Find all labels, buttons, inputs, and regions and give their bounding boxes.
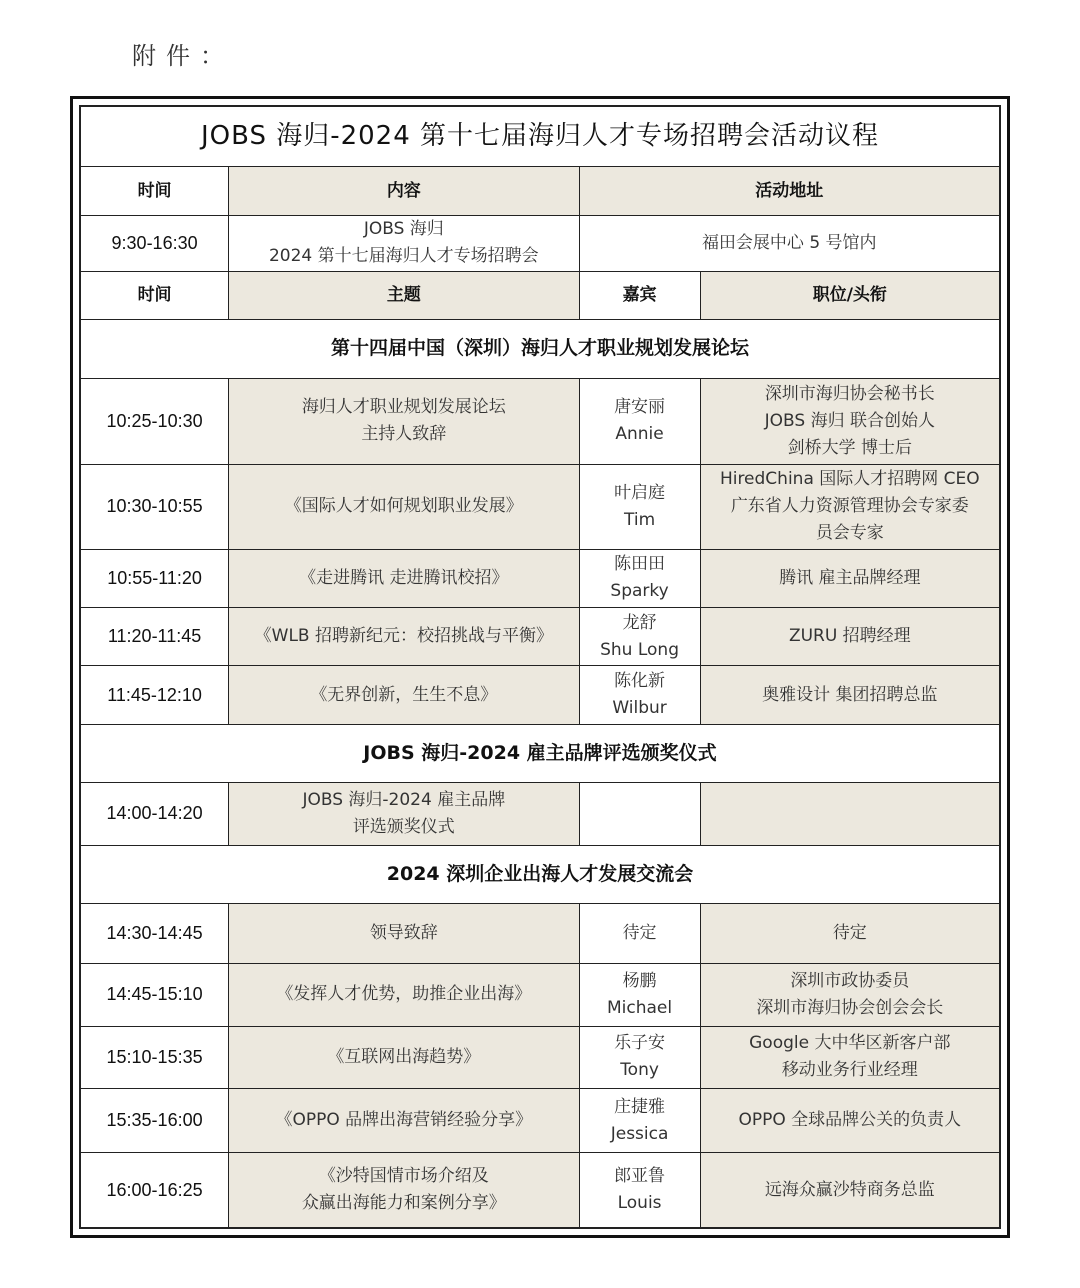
agenda-row (81, 903, 1000, 963)
row-guest (579, 1026, 700, 1088)
row-position (700, 378, 999, 465)
row-topic-line: 《互联网出海趋势》 (327, 1046, 481, 1067)
row-position-line: HiredChina 国际人才招聘网 CEO (719, 469, 980, 490)
section-title: 2024 深圳企业出海人才发展交流会 (81, 845, 1000, 903)
row-time: 10:55-11:20 (81, 549, 229, 607)
row-position-line: JOBS 海归 联合创始人 (764, 410, 935, 431)
row-guest (579, 465, 700, 550)
row-topic (229, 1026, 579, 1088)
row-position-line: 深圳市海归协会秘书长 (764, 383, 935, 404)
row-guest (579, 549, 700, 607)
header-address: 活动地址 (579, 167, 1000, 215)
attachment-label: 附件： (132, 42, 234, 70)
agenda-row (81, 608, 1000, 666)
row-position (700, 783, 999, 845)
row-topic-line: 《国际人才如何规划职业发展》 (284, 496, 523, 517)
header-topic: 主题 (229, 272, 579, 320)
row-guest-line: Jessica (610, 1123, 669, 1144)
event-content-line: 2024 第十七届海归人才专场招聘会 (268, 246, 539, 267)
row-guest-line: Michael (607, 997, 673, 1018)
row-time: 14:30-14:45 (81, 903, 229, 963)
row-topic-line: 《OPPO 品牌出海营销经验分享》 (275, 1110, 533, 1131)
agenda-row (81, 666, 1000, 724)
event-address: 福田会展中心 5 号馆内 (579, 215, 1000, 271)
row-position (700, 608, 999, 666)
event-content (229, 215, 579, 271)
row-topic-line: JOBS 海归-2024 雇主品牌 (302, 789, 506, 810)
row-position-line: 移动业务行业经理 (781, 1060, 918, 1081)
row-topic-line: 主持人致辞 (361, 424, 447, 445)
row-guest (579, 1153, 700, 1228)
row-guest-line: Tony (620, 1060, 659, 1081)
row-guest-line: 龙舒 (622, 612, 657, 633)
row-guest-line: Wilbur (612, 698, 667, 719)
header-content: 内容 (229, 167, 579, 215)
row-time: 10:30-10:55 (81, 465, 229, 550)
row-position-line: 腾讯 雇主品牌经理 (779, 567, 921, 588)
row-guest-line: Tim (623, 509, 656, 530)
row-position (700, 549, 999, 607)
row-topic-line: 领导致辞 (369, 923, 438, 944)
row-position (700, 1026, 999, 1088)
agenda-title: JOBS 海归-2024 第十七届海归人才专场招聘会活动议程 (81, 107, 1000, 167)
row-position (700, 964, 999, 1026)
row-position-line: 奥雅设计 集团招聘总监 (762, 684, 938, 705)
row-position-line: 远海众赢沙特商务总监 (764, 1179, 935, 1200)
row-guest (579, 608, 700, 666)
agenda-row (81, 783, 1000, 845)
row-guest (579, 666, 700, 724)
row-position-line: Google 大中华区新客户部 (749, 1033, 951, 1054)
row-guest (579, 903, 700, 963)
row-guest-line: 陈化新 (614, 671, 666, 692)
event-time: 9:30-16:30 (81, 215, 229, 271)
row-guest (579, 964, 700, 1026)
row-time: 14:45-15:10 (81, 964, 229, 1026)
agenda-row (81, 1026, 1000, 1088)
row-topic-line: 《无界创新，生生不息》 (310, 684, 498, 705)
row-topic-line: 《走进腾讯 走进腾讯校招》 (299, 567, 509, 588)
row-position (700, 903, 999, 963)
row-position-line: OPPO 全球品牌公关的负责人 (738, 1110, 962, 1131)
row-topic (229, 549, 579, 607)
agenda-frame (70, 96, 1010, 1238)
row-topic-line: 海归人才职业规划发展论坛 (301, 397, 506, 418)
row-guest-line: Annie (615, 424, 664, 445)
row-time: 16:00-16:25 (81, 1153, 229, 1228)
row-position (700, 1153, 999, 1228)
row-guest-line: 陈田田 (614, 554, 666, 575)
agenda-row (81, 1153, 1000, 1228)
row-position-line: 待定 (832, 923, 867, 944)
event-content-line: JOBS 海归 (363, 219, 444, 240)
row-position-line: 广东省人力资源管理协会专家委 (730, 496, 969, 517)
section-title: JOBS 海归-2024 雇主品牌评选颁奖仪式 (81, 724, 1000, 782)
row-time: 10:25-10:30 (81, 378, 229, 465)
row-guest-line: 唐安丽 (614, 397, 666, 418)
row-topic-line: 众赢出海能力和案例分享》 (301, 1193, 506, 1214)
row-topic (229, 378, 579, 465)
row-topic (229, 903, 579, 963)
row-topic-line: 《发挥人才优势，助推企业出海》 (276, 984, 532, 1005)
agenda-row (81, 549, 1000, 607)
header-time: 时间 (81, 272, 229, 320)
row-topic (229, 1153, 579, 1228)
row-guest-line: Sparky (610, 581, 669, 602)
row-topic (229, 964, 579, 1026)
row-guest (579, 1089, 700, 1153)
agenda-table (80, 106, 1000, 1228)
row-guest-line: 待定 (622, 923, 657, 944)
row-guest-line: 郎亚鲁 (614, 1166, 666, 1187)
row-topic-line: 《WLB 招聘新纪元：校招挑战与平衡》 (254, 626, 553, 647)
row-topic (229, 608, 579, 666)
row-position (700, 465, 999, 550)
agenda-row (81, 1089, 1000, 1153)
row-topic (229, 666, 579, 724)
row-position (700, 1089, 999, 1153)
row-guest-line: Shu Long (600, 639, 679, 660)
section-title: 第十四届中国（深圳）海归人才职业规划发展论坛 (81, 320, 1000, 378)
row-time: 14:00-14:20 (81, 783, 229, 845)
row-position-line: 深圳市海归协会创会会长 (756, 997, 944, 1018)
row-topic-line: 评选颁奖仪式 (352, 816, 455, 837)
row-topic (229, 1089, 579, 1153)
row-time: 15:35-16:00 (81, 1089, 229, 1153)
row-guest (579, 378, 700, 465)
row-position-line: ZURU 招聘经理 (788, 626, 911, 647)
row-guest-line: 杨鹏 (622, 970, 657, 991)
row-time: 11:20-11:45 (81, 608, 229, 666)
row-topic-line: 《沙特国情市场介绍及 (318, 1166, 489, 1187)
row-time: 11:45-12:10 (81, 666, 229, 724)
header-time: 时间 (81, 167, 229, 215)
agenda-row (81, 964, 1000, 1026)
row-position-line: 深圳市政协委员 (790, 970, 910, 991)
row-guest-line: 庄捷雅 (614, 1096, 666, 1117)
agenda-row (81, 465, 1000, 550)
row-guest-line: Louis (617, 1193, 662, 1214)
row-time: 15:10-15:35 (81, 1026, 229, 1088)
row-topic (229, 783, 579, 845)
agenda-row (81, 378, 1000, 465)
row-position-line: 员会专家 (815, 523, 884, 544)
header-position: 职位/头衔 (700, 272, 999, 320)
row-guest-line: 叶启庭 (614, 482, 666, 503)
row-guest-line: 乐子安 (614, 1033, 666, 1054)
header-guest: 嘉宾 (579, 272, 700, 320)
row-guest (579, 783, 700, 845)
row-position-line: 剑桥大学 博士后 (787, 437, 913, 458)
row-position (700, 666, 999, 724)
row-topic (229, 465, 579, 550)
